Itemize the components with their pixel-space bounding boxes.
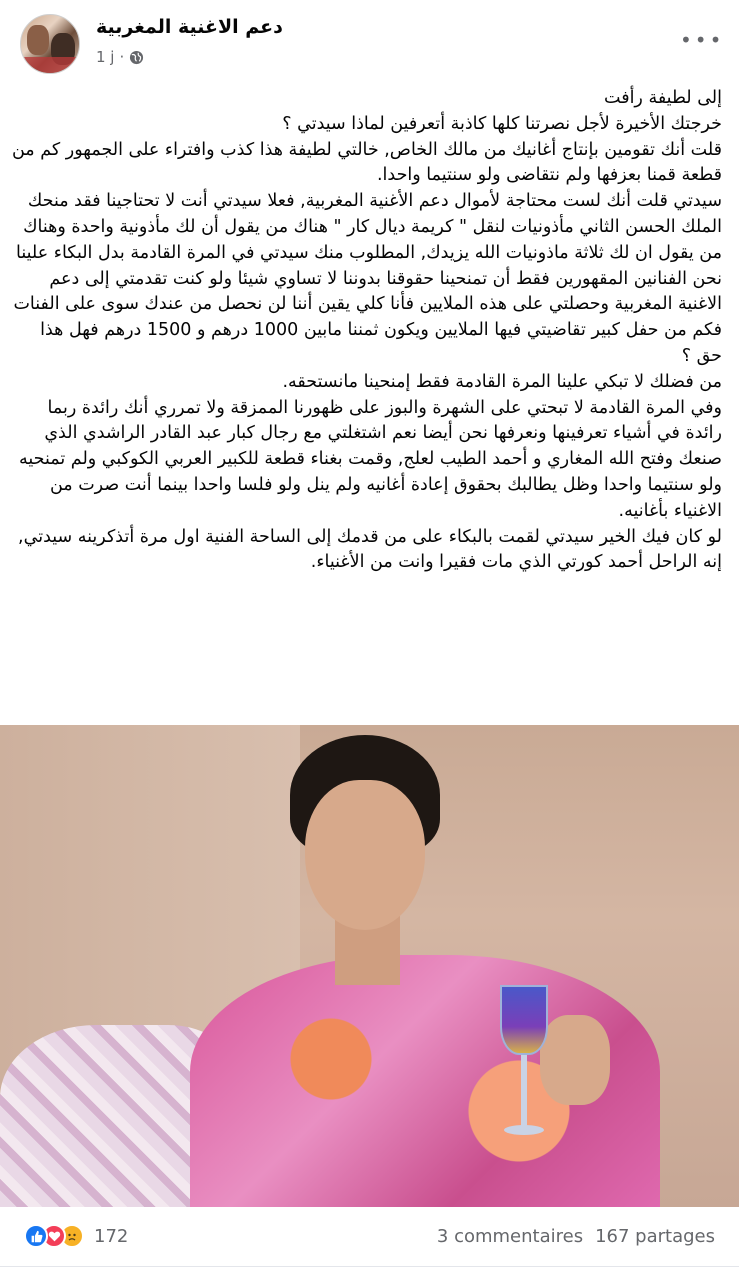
comments-count[interactable]: 3 commentaires <box>436 1226 584 1247</box>
post-photo[interactable] <box>0 725 739 1207</box>
post-line: خرجتك الأخيرة لأجل نصرتنا كلها كاذبة أتعرفين لماذا سيدتي ؟ <box>282 113 722 134</box>
reactions-summary[interactable] <box>24 1224 128 1248</box>
post-time[interactable]: 1 j <box>96 48 115 66</box>
globe-icon <box>129 50 144 65</box>
engagement-counts <box>437 1226 715 1247</box>
reaction-count: 172 <box>94 1225 129 1247</box>
like-icon <box>24 1224 48 1248</box>
more-options-icon[interactable]: ••• <box>680 28 725 52</box>
post-line: سيدتي قلت أنك لست محتاجة لأموال دعم الأغنية المغربية, فعلا سيدتي أنت لا تحتاجينا فقد منحك الملك الحسن الثاني مأذونيات لنقل " كريمة ديال كار " هناك من يقول أن لك مأذونية واحدة وهناك من يقول ان لك ثلاثة ماذونيات الله يزيدك, المطلوب منك سيدتي في المرة القادمة بدل البكاء علينا نحن الفنانين المقهورين فقط أن تمنحينا حقوقنا بدوننا لا تساوي شيئا ولو كنت تقدمتي إلى دعم الاغنية المغربية وحصلتي على هذه الملايين فأنا كلي يقين أننا لن نحصل من عندك سوى على الفنات فكم من حفل كبير تقاضيتي فيها الملايين ويكون ثمننا مابين 1000 درهم و 1500 درهم فهل هذا حق ؟ <box>13 191 722 366</box>
post-line: وفي المرة القادمة لا تبحتي على الشهرة والبوز على ظهورنا الممزقة ولا تمرري أنك رائدة ربما رائدة في أشياء تعرفينها ونعرفها نحن أيضا نعم اشتغلتي مع رجال كبار عبد القادر الراشدي الذي صنعك وفتح الله المغاري و أحمد الطيب لعلج, وقمت بغناء قطعة للكبير العربي الكوكبي ولم تمنحيه ولو سنتيما واحدا وظل يطالبك بحقوق إعادة أغانيه ولم ينل ولو فلسا واحدا بينما أنت صرت من الاغنياء بأغانيه. <box>19 397 722 521</box>
post-body <box>12 86 722 576</box>
page-name[interactable]: دعم الاغنية المغربية <box>96 16 283 38</box>
divider <box>0 1266 739 1267</box>
page-avatar[interactable] <box>20 14 80 74</box>
post-footer <box>0 1207 739 1267</box>
post-header <box>0 0 739 82</box>
post-meta <box>96 48 144 66</box>
post-line: قلت أنك تقومين بإنتاج أغانيك من مالك الخاص, خالتي لطيفة هذا كذب وافتراء على الجمهور كم من قطعة قمنا بعزفها ولم نتقاضى ولو سنتيما واحدا. <box>11 139 722 186</box>
post-line: إلى لطيفة رأفت <box>604 88 722 108</box>
meta-separator: · <box>119 48 125 66</box>
post-line: من فضلك لا تبكي علينا المرة القادمة فقط إمنحينا مانستحقه. <box>282 371 722 392</box>
shares-count[interactable]: 167 partages <box>595 1226 715 1247</box>
post-line: لو كان فيك الخير سيدتي لقمت بالبكاء على من قدمك إلى الساحة الفنية اول مرة أتذكرينه سيدتي, إنه الراحل أحمد كورتي الذي مات فقيرا وانت من الأغنياء. <box>18 526 722 573</box>
